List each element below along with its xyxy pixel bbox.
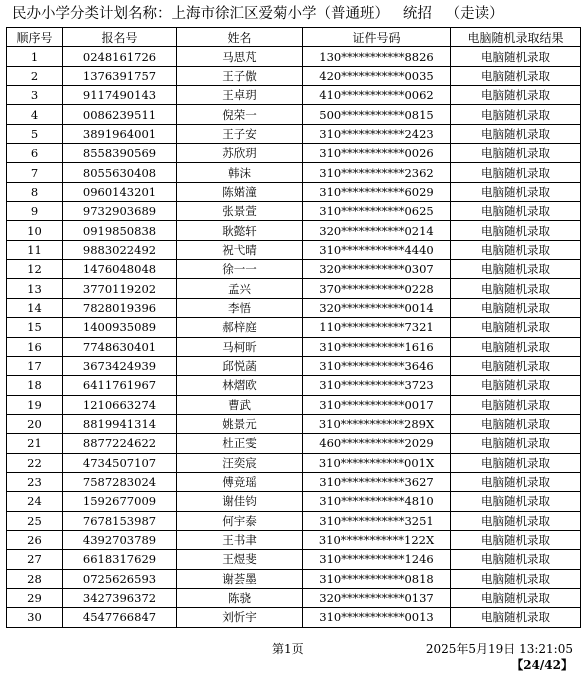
cell-sequence: 6	[7, 144, 63, 163]
table-header-row	[7, 28, 581, 47]
cell-sequence: 23	[7, 472, 63, 491]
cell-id-number: 310***********1246	[303, 550, 451, 569]
cell-id-number: 310***********0026	[303, 144, 451, 163]
cell-name: 徐一一	[177, 260, 303, 279]
column-header-registration-number: 报名号	[63, 28, 177, 47]
cell-sequence: 17	[7, 356, 63, 375]
table-row	[7, 453, 581, 472]
cell-name: 汪奕宸	[177, 453, 303, 472]
cell-name: 林熠欧	[177, 376, 303, 395]
cell-registration-number: 8558390569	[63, 144, 177, 163]
cell-registration-number: 3891964001	[63, 124, 177, 143]
cell-result: 电脑随机录取	[451, 163, 581, 182]
column-header-sequence: 顺序号	[7, 28, 63, 47]
cell-registration-number: 0919850838	[63, 221, 177, 240]
cell-sequence: 4	[7, 105, 63, 124]
cell-result: 电脑随机录取	[451, 47, 581, 66]
cell-name: 王子安	[177, 124, 303, 143]
table-row	[7, 124, 581, 143]
cell-sequence: 14	[7, 298, 63, 317]
table-row	[7, 569, 581, 588]
cell-name: 陈骁	[177, 588, 303, 607]
cell-sequence: 7	[7, 163, 63, 182]
table-row	[7, 182, 581, 201]
cell-id-number: 310***********1616	[303, 337, 451, 356]
cell-id-number: 110***********7321	[303, 318, 451, 337]
cell-result: 电脑随机录取	[451, 434, 581, 453]
cell-name: 李悟	[177, 298, 303, 317]
cell-result: 电脑随机录取	[451, 395, 581, 414]
cell-id-number: 310***********6029	[303, 182, 451, 201]
cell-name: 韩沫	[177, 163, 303, 182]
cell-registration-number: 1376391757	[63, 66, 177, 85]
cell-result: 电脑随机录取	[451, 182, 581, 201]
table-row	[7, 376, 581, 395]
cell-id-number: 370***********0228	[303, 279, 451, 298]
cell-sequence: 15	[7, 318, 63, 337]
cell-registration-number: 7587283024	[63, 472, 177, 491]
cell-result: 电脑随机录取	[451, 105, 581, 124]
cell-registration-number: 1400935089	[63, 318, 177, 337]
cell-id-number: 310***********3646	[303, 356, 451, 375]
column-header-name: 姓名	[177, 28, 303, 47]
page-title: 民办小学分类计划名称：上海市徐汇区爱菊小学（普通班） 统招 （走读）	[12, 6, 504, 22]
cell-sequence: 18	[7, 376, 63, 395]
cell-id-number: 310***********2423	[303, 124, 451, 143]
cell-registration-number: 6411761967	[63, 376, 177, 395]
cell-sequence: 27	[7, 550, 63, 569]
table-row	[7, 260, 581, 279]
cell-name: 姚景元	[177, 414, 303, 433]
cell-result: 电脑随机录取	[451, 530, 581, 549]
table-row	[7, 47, 581, 66]
cell-name: 王煜斐	[177, 550, 303, 569]
cell-name: 郝梓庭	[177, 318, 303, 337]
cell-registration-number: 8877224622	[63, 434, 177, 453]
cell-result: 电脑随机录取	[451, 588, 581, 607]
cell-registration-number: 0960143201	[63, 182, 177, 201]
table-row	[7, 279, 581, 298]
cell-sequence: 12	[7, 260, 63, 279]
cell-result: 电脑随机录取	[451, 144, 581, 163]
cell-id-number: 310***********0013	[303, 608, 451, 627]
cell-name: 苏欣玥	[177, 144, 303, 163]
cell-registration-number: 4392703789	[63, 530, 177, 549]
cell-result: 电脑随机录取	[451, 453, 581, 472]
cell-result: 电脑随机录取	[451, 550, 581, 569]
cell-result: 电脑随机录取	[451, 279, 581, 298]
cell-id-number: 320***********0014	[303, 298, 451, 317]
table-row	[7, 530, 581, 549]
cell-id-number: 460***********2029	[303, 434, 451, 453]
cell-id-number: 310***********4440	[303, 240, 451, 259]
table-row	[7, 511, 581, 530]
cell-result: 电脑随机录取	[451, 569, 581, 588]
cell-name: 刘忻宇	[177, 608, 303, 627]
table-body	[7, 47, 581, 627]
cell-sequence: 19	[7, 395, 63, 414]
cell-id-number: 320***********0307	[303, 260, 451, 279]
cell-result: 电脑随机录取	[451, 376, 581, 395]
cell-id-number: 320***********0137	[303, 588, 451, 607]
cell-registration-number: 7678153987	[63, 511, 177, 530]
table-row	[7, 163, 581, 182]
cell-id-number: 310***********001X	[303, 453, 451, 472]
cell-id-number: 310***********3251	[303, 511, 451, 530]
cell-sequence: 20	[7, 414, 63, 433]
cell-registration-number: 9883022492	[63, 240, 177, 259]
cell-sequence: 16	[7, 337, 63, 356]
table-row	[7, 298, 581, 317]
column-header-id-number: 证件号码	[303, 28, 451, 47]
cell-result: 电脑随机录取	[451, 86, 581, 105]
cell-registration-number: 7748630401	[63, 337, 177, 356]
cell-result: 电脑随机录取	[451, 511, 581, 530]
cell-result: 电脑随机录取	[451, 608, 581, 627]
cell-sequence: 28	[7, 569, 63, 588]
cell-result: 电脑随机录取	[451, 356, 581, 375]
table-row	[7, 318, 581, 337]
cell-registration-number: 0725626593	[63, 569, 177, 588]
column-header-result: 电脑随机录取结果	[451, 28, 581, 47]
table-row	[7, 550, 581, 569]
table-row	[7, 66, 581, 85]
cell-registration-number: 1210663274	[63, 395, 177, 414]
cell-sequence: 5	[7, 124, 63, 143]
print-timestamp: 2025年5月19日 13:21:05	[425, 642, 573, 656]
cell-id-number: 310***********0625	[303, 202, 451, 221]
cell-name: 马柯昕	[177, 337, 303, 356]
cell-sequence: 1	[7, 47, 63, 66]
cell-registration-number: 8819941314	[63, 414, 177, 433]
cell-sequence: 24	[7, 492, 63, 511]
cell-name: 倪荣一	[177, 105, 303, 124]
results-table	[6, 27, 581, 628]
cell-id-number: 420***********0035	[303, 66, 451, 85]
cell-name: 何宇泰	[177, 511, 303, 530]
cell-sequence: 25	[7, 511, 63, 530]
table-row	[7, 395, 581, 414]
cell-id-number: 310***********2362	[303, 163, 451, 182]
table-row	[7, 588, 581, 607]
cell-id-number: 310***********3723	[303, 376, 451, 395]
cell-sequence: 11	[7, 240, 63, 259]
table-row	[7, 434, 581, 453]
cell-registration-number: 9117490143	[63, 86, 177, 105]
cell-result: 电脑随机录取	[451, 492, 581, 511]
cell-id-number: 320***********0214	[303, 221, 451, 240]
cell-id-number: 310***********122X	[303, 530, 451, 549]
cell-registration-number: 6618317629	[63, 550, 177, 569]
cell-registration-number: 4734507107	[63, 453, 177, 472]
cell-id-number: 310***********0017	[303, 395, 451, 414]
cell-name: 杜正雯	[177, 434, 303, 453]
cell-name: 谢佳钧	[177, 492, 303, 511]
cell-registration-number: 7828019396	[63, 298, 177, 317]
cell-registration-number: 1592677009	[63, 492, 177, 511]
cell-sequence: 2	[7, 66, 63, 85]
cell-id-number: 310***********4810	[303, 492, 451, 511]
cell-name: 王卓玥	[177, 86, 303, 105]
table-row	[7, 414, 581, 433]
table-row	[7, 105, 581, 124]
cell-sequence: 22	[7, 453, 63, 472]
cell-id-number: 130***********8826	[303, 47, 451, 66]
cell-id-number: 500***********0815	[303, 105, 451, 124]
cell-id-number: 310***********0818	[303, 569, 451, 588]
cell-result: 电脑随机录取	[451, 240, 581, 259]
cell-sequence: 21	[7, 434, 63, 453]
cell-registration-number: 0086239511	[63, 105, 177, 124]
cell-sequence: 26	[7, 530, 63, 549]
cell-id-number: 310***********289X	[303, 414, 451, 433]
table-row	[7, 608, 581, 627]
cell-sequence: 3	[7, 86, 63, 105]
cell-result: 电脑随机录取	[451, 414, 581, 433]
cell-name: 耿懿轩	[177, 221, 303, 240]
cell-result: 电脑随机录取	[451, 202, 581, 221]
cell-registration-number: 9732903689	[63, 202, 177, 221]
cell-registration-number: 3673424939	[63, 356, 177, 375]
cell-registration-number: 1476048048	[63, 260, 177, 279]
cell-name: 邱悦菡	[177, 356, 303, 375]
cell-name: 傅竞瑶	[177, 472, 303, 491]
page-number: 第1页	[272, 642, 304, 656]
table-row	[7, 86, 581, 105]
table-row	[7, 221, 581, 240]
cell-result: 电脑随机录取	[451, 472, 581, 491]
cell-name: 谢荟墨	[177, 569, 303, 588]
table-row	[7, 202, 581, 221]
cell-sequence: 10	[7, 221, 63, 240]
cell-name: 孟兴	[177, 279, 303, 298]
cell-registration-number: 4547766847	[63, 608, 177, 627]
table-row	[7, 492, 581, 511]
table-row	[7, 472, 581, 491]
cell-name: 马思芃	[177, 47, 303, 66]
cell-sequence: 13	[7, 279, 63, 298]
cell-result: 电脑随机录取	[451, 298, 581, 317]
cell-name: 王书聿	[177, 530, 303, 549]
cell-result: 电脑随机录取	[451, 337, 581, 356]
cell-id-number: 310***********3627	[303, 472, 451, 491]
cell-registration-number: 3427396372	[63, 588, 177, 607]
table-row	[7, 240, 581, 259]
cell-sequence: 9	[7, 202, 63, 221]
cell-name: 陈婼潼	[177, 182, 303, 201]
cell-registration-number: 0248161726	[63, 47, 177, 66]
table-row	[7, 356, 581, 375]
table-row	[7, 144, 581, 163]
cell-result: 电脑随机录取	[451, 260, 581, 279]
cell-name: 张景萱	[177, 202, 303, 221]
cell-sequence: 30	[7, 608, 63, 627]
cell-result: 电脑随机录取	[451, 66, 581, 85]
cell-result: 电脑随机录取	[451, 124, 581, 143]
cell-sequence: 29	[7, 588, 63, 607]
cell-name: 祝弋晴	[177, 240, 303, 259]
cell-name: 王子傲	[177, 66, 303, 85]
cell-name: 曹武	[177, 395, 303, 414]
page-count: 【24/42】	[511, 658, 573, 672]
table-row	[7, 337, 581, 356]
cell-registration-number: 3770119202	[63, 279, 177, 298]
cell-registration-number: 8055630408	[63, 163, 177, 182]
cell-result: 电脑随机录取	[451, 221, 581, 240]
cell-sequence: 8	[7, 182, 63, 201]
cell-result: 电脑随机录取	[451, 318, 581, 337]
cell-id-number: 410***********0062	[303, 86, 451, 105]
